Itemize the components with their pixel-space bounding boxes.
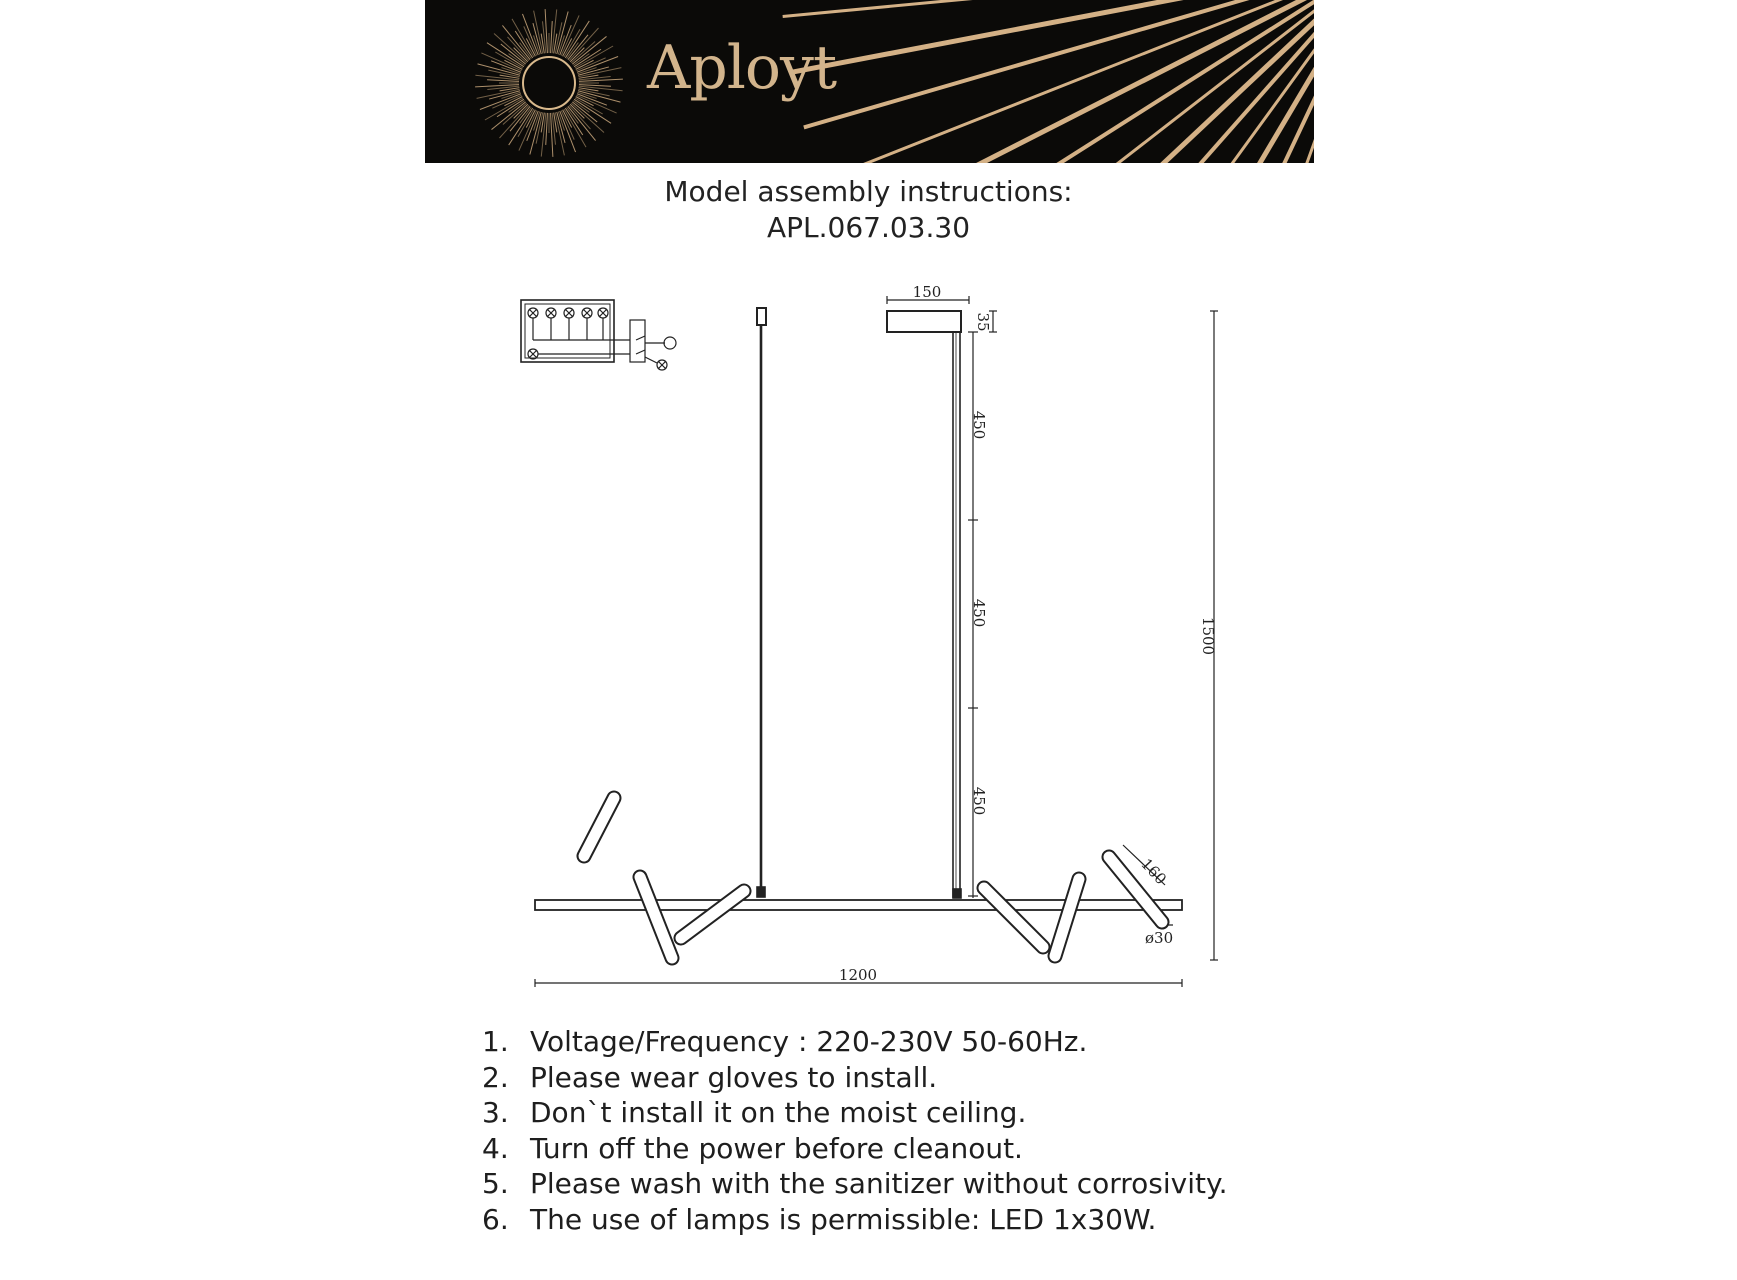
horizontal-light-bar (535, 900, 1182, 910)
dim-total-height: 1500 (1199, 616, 1217, 656)
light-tube (640, 877, 672, 958)
dim-rod-3: 450 (970, 786, 988, 816)
light-tube (984, 888, 1043, 947)
instruction-notes (482, 1024, 1227, 1237)
light-tube (584, 798, 614, 856)
note-text: Turn off the power before cleanout. (530, 1131, 1023, 1165)
note-number: 4. (482, 1131, 509, 1165)
note-number: 3. (482, 1096, 509, 1129)
page-title: Model assembly instructions: (664, 175, 1073, 208)
model-number: APL.067.03.30 (766, 211, 971, 244)
note-number: 6. (482, 1202, 509, 1236)
note-text: Voltage/Frequency : 220-230V 50-60Hz. (530, 1025, 1088, 1058)
note-number: 1. (482, 1025, 509, 1058)
wiring-diagram (521, 300, 676, 370)
dim-canopy-width: 150 (912, 283, 942, 301)
brand-logo-text: Aployt (647, 33, 837, 103)
ceiling-canopy (887, 311, 961, 332)
dim-tube-length: 160 (1137, 854, 1171, 889)
note-text: Please wear gloves to install. (530, 1060, 938, 1094)
note-number: 2. (482, 1060, 509, 1094)
dim-tube-diameter: ø30 (1145, 929, 1174, 947)
suspension-cable (757, 308, 766, 897)
note-text: Don`t install it on the moist ceiling. (530, 1096, 1027, 1129)
note-item (482, 1131, 1227, 1167)
suspension-rod (953, 332, 961, 898)
note-item (482, 1095, 1227, 1131)
light-tube (1055, 879, 1079, 956)
dim-total-width: 1200 (838, 966, 878, 984)
note-item (482, 1202, 1227, 1238)
dim-rod-2: 450 (970, 598, 988, 628)
note-number: 5. (482, 1167, 509, 1200)
note-item (482, 1024, 1227, 1060)
note-item (482, 1060, 1227, 1096)
dim-rod-1: 450 (970, 410, 988, 440)
light-tube (681, 891, 744, 938)
note-text: The use of lamps is permissible: LED 1x30W. (530, 1202, 1157, 1236)
note-text: Please wash with the sanitizer without corrosivity. (530, 1167, 1228, 1200)
note-item (482, 1166, 1227, 1202)
dim-canopy-height: 35 (974, 312, 992, 332)
